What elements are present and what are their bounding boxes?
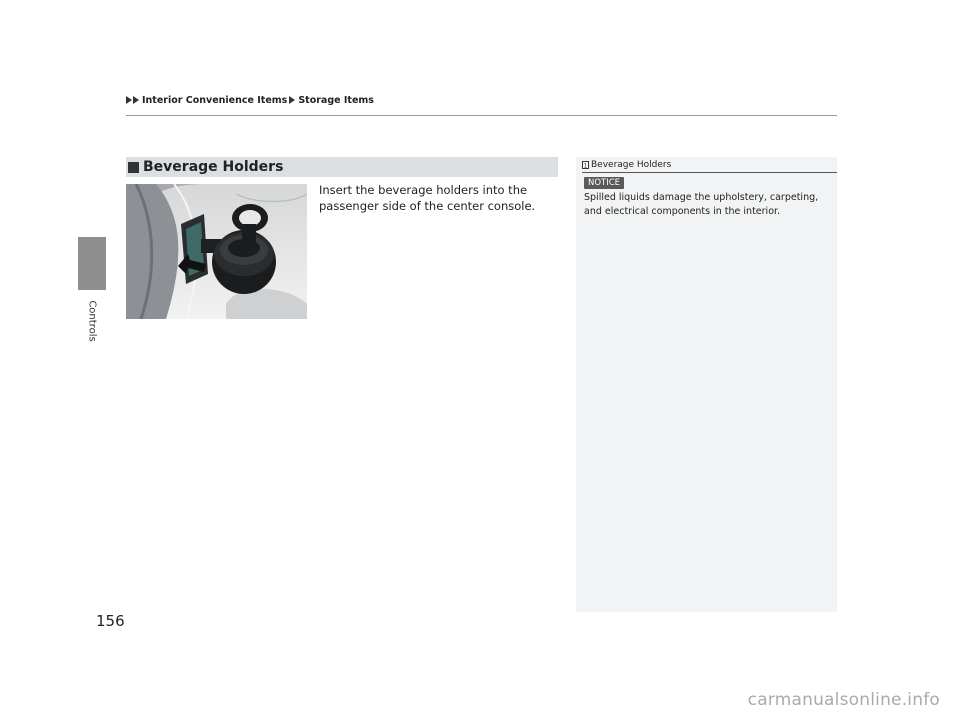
note-divider bbox=[582, 172, 837, 173]
arrow-right-icon bbox=[289, 96, 296, 104]
section-heading-bar bbox=[126, 157, 558, 177]
note-sidebar bbox=[576, 157, 837, 612]
watermark: carmanualsonline.info bbox=[747, 690, 940, 710]
breadcrumb bbox=[126, 94, 374, 106]
reference-marker-icon bbox=[582, 161, 589, 169]
page-number: 156 bbox=[96, 612, 125, 630]
double-arrow-icon bbox=[126, 96, 140, 104]
chapter-tab[interactable] bbox=[78, 237, 106, 290]
section-title: Beverage Holders bbox=[143, 159, 284, 175]
beverage-holder-illustration bbox=[126, 184, 307, 319]
svg-text:1: 1 bbox=[583, 162, 588, 169]
note-heading bbox=[582, 159, 671, 171]
section-square-icon bbox=[128, 162, 139, 173]
instruction-text: Insert the beverage holders into the passenger side of the center console. bbox=[319, 183, 536, 213]
notice-badge: NOTICE bbox=[584, 177, 624, 189]
breadcrumb-item-interior-convenience[interactable]: Interior Convenience Items bbox=[142, 94, 288, 106]
notice-text: Spilled liquids damage the upholstery, carpeting, and electrical components in the interior. bbox=[584, 192, 819, 217]
note-heading-text: Beverage Holders bbox=[591, 160, 672, 170]
chapter-label: Controls bbox=[86, 300, 98, 342]
header-divider bbox=[126, 115, 837, 116]
breadcrumb-item-storage-items[interactable]: Storage Items bbox=[298, 94, 374, 106]
